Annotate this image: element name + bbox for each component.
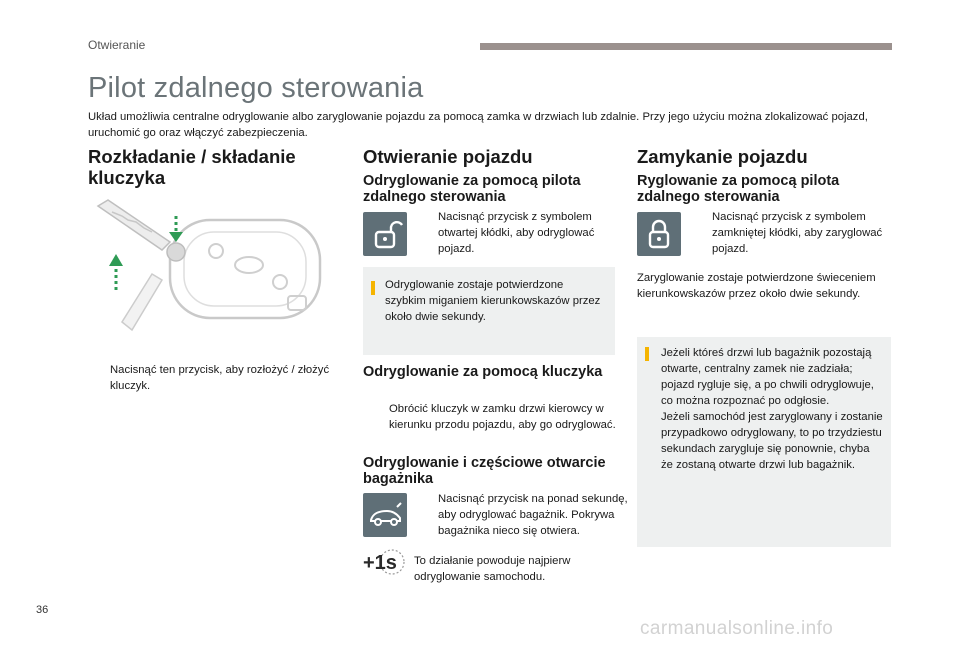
subheading-key-unlock: Odryglowanie za pomocą kluczyka bbox=[363, 364, 603, 380]
page-title: Pilot zdalnego sterowania bbox=[88, 72, 424, 104]
unlock-icon bbox=[363, 212, 407, 256]
bullet-fold-key: Nacisnąć ten przycisk, aby rozłożyć / złożyć kluczyk. bbox=[110, 364, 330, 392]
lock-confirm-text: Zaryglowanie zostaje potwierdzone świeceniem kierunkowskazów przez około dwie sekundy. bbox=[637, 272, 876, 300]
subheading-remote-lock: Ryglowanie za pomocą pilota zdalnego sterowania bbox=[637, 173, 840, 205]
note-lock-p1: Jeżeli któreś drzwi lub bagażnik pozostają otwarte, centralny zamek nie zadziała; pojazd rygluje się, a po chwili odryglowuje, co można rozpoznać po odgłosie. bbox=[661, 347, 874, 407]
subheading-remote-unlock: Odryglowanie za pomocą pilota zdalnego sterowania bbox=[363, 173, 581, 205]
heading-locking: Zamykanie pojazdu bbox=[637, 146, 808, 167]
subheading-trunk: Odryglowanie i częściowe otwarcie bagażnika bbox=[363, 455, 606, 487]
svg-text:+1s: +1s bbox=[363, 552, 397, 574]
trunk-note-text: To działanie powoduje najpierw odryglowanie samochodu. bbox=[414, 555, 571, 583]
section-label: Otwieranie bbox=[88, 38, 146, 52]
lock-icon bbox=[637, 212, 681, 256]
note-marker bbox=[645, 347, 649, 361]
bullet-remote-lock: Nacisnąć przycisk z symbolem zamkniętej kłódki, aby zaryglować pojazd. bbox=[712, 211, 883, 255]
note-marker bbox=[371, 281, 375, 295]
bullet-trunk: Nacisnąć przycisk na ponad sekundę, aby odryglować bagażnik. Pokrywa bagażnika nieco się otwiera. bbox=[438, 493, 628, 537]
bullet-remote-unlock: Nacisnąć przycisk z symbolem otwartej kłódki, aby odryglować pojazd. bbox=[438, 211, 595, 255]
page-number: 36 bbox=[36, 604, 49, 616]
note-lock-p2: Jeżeli samochód jest zaryglowany i zostanie przypadkowo odryglowany, to po trzydziestu sekundach zarygluje się ponownie, chyba że zostaną otwarte drzwi lub bagażnik. bbox=[661, 411, 883, 471]
plus-one-second-icon bbox=[362, 547, 408, 577]
bullet-key-unlock: Obrócić kluczyk w zamku drzwi kierowcy w kierunku przodu pojazdu, aby go odryglować. bbox=[389, 403, 616, 431]
note-unlock-confirm: Odryglowanie zostaje potwierdzone szybkim miganiem kierunkowskazów przez około dwie sekundy. bbox=[363, 267, 615, 355]
heading-key-fold: Rozkładanie / składanie kluczyka bbox=[88, 146, 296, 188]
intro-text: Układ umożliwia centralne odryglowanie albo zaryglowanie pojazdu za pomocą zamka w drzwiach lub zdalnie. Przy jego użyciu można zlokalizować pojazd, uruchomić go oraz włączyć zabezpieczenia. bbox=[88, 111, 868, 139]
heading-opening: Otwieranie pojazdu bbox=[363, 146, 533, 167]
note-lock-warning bbox=[637, 337, 891, 547]
watermark: carmanualsonline.info bbox=[640, 618, 834, 639]
car-trunk-icon bbox=[363, 493, 407, 537]
key-fob-icon bbox=[92, 198, 332, 348]
header-rule bbox=[480, 43, 892, 50]
key-illustration bbox=[92, 198, 332, 348]
